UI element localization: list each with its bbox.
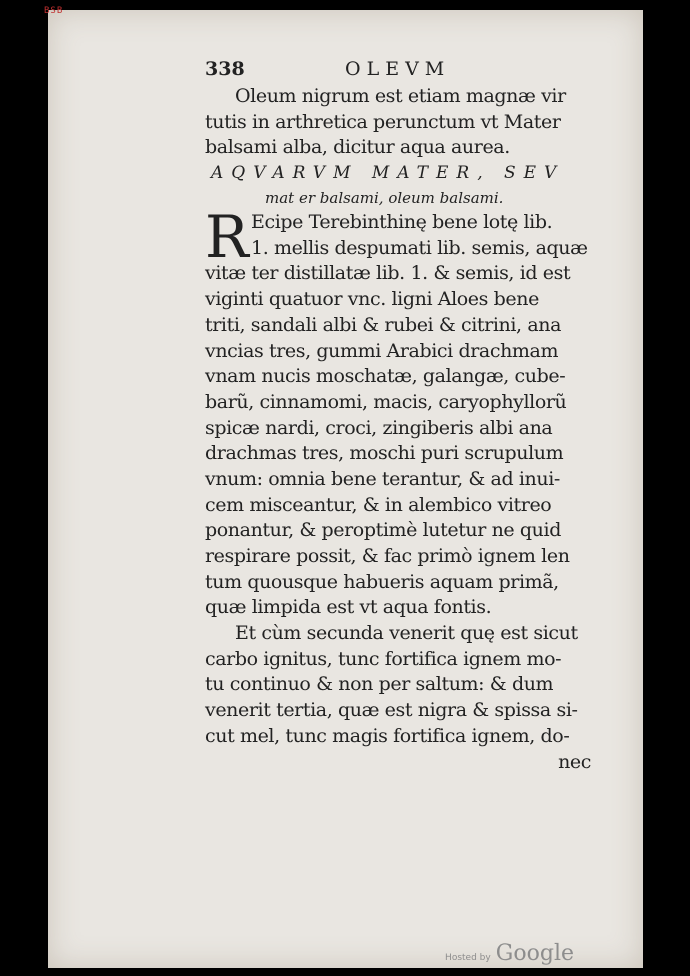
text-line: ponantur, & peroptimè lutetur ne quid — [205, 519, 561, 542]
drop-cap: R — [205, 203, 249, 272]
text-line: cem misceantur, & in alembico vitreo — [205, 493, 552, 516]
text-line: vitæ ter distillatæ lib. 1. & semis, id est — [205, 262, 571, 285]
text-line: balsami alba, dicitur aqua aurea. — [205, 136, 510, 159]
text-line: tum quousque habueris aquam primã, — [205, 570, 559, 593]
page-header — [205, 58, 605, 84]
text-line: vnum: omnia bene terantur, & ad inui- — [205, 467, 560, 490]
text-line: Ecipe Terebinthinę bene lotę lib. — [251, 211, 553, 234]
text-line: venerit tertia, quæ est nigra & spissa si- — [205, 699, 578, 722]
google-watermark — [445, 941, 574, 966]
text-line: quæ limpida est vt aqua fontis. — [205, 596, 492, 619]
text-line: respirare possit, & fac primò ignem len — [205, 545, 570, 567]
text-line: cut mel, tunc magis fortifica ignem, do- — [205, 724, 570, 747]
text-line: spicæ nardi, croci, zingiberis albi ana — [205, 416, 553, 439]
paragraph-secunda — [205, 621, 605, 749]
text-line: barũ, cinnamomi, macis, caryophyllorũ — [205, 390, 567, 413]
google-logo: Google — [495, 941, 574, 966]
text-line: triti, sandali albi & rubei & citrini, ana — [205, 313, 562, 336]
text-line: tutis in arthretica perunctum vt Mater — [205, 110, 561, 133]
section-subtitle: mat er balsami, oleum balsami. — [265, 189, 504, 208]
recipe-paragraph — [205, 203, 605, 621]
text-line: carbo ignitus, tunc fortifica ignem mo- — [205, 647, 562, 670]
catchword: nec — [558, 750, 591, 773]
text-line: Oleum nigrum est etiam magnæ vir — [235, 85, 566, 107]
hosted-by-label: Hosted by — [445, 953, 491, 963]
page-number: 338 — [205, 58, 245, 80]
text-line: vnam nucis moschatæ, galangæ, cube- — [205, 365, 566, 388]
text-line: drachmas tres, moschi puri scrupulum — [205, 442, 564, 465]
running-head: OLEVM — [345, 58, 451, 80]
text-line: vncias tres, gummi Arabici drachmam — [205, 339, 559, 362]
text-line: 1. mellis despumati lib. semis, aquæ — [251, 236, 588, 259]
page-text — [205, 58, 605, 775]
library-stamp-label: BSB — [44, 6, 64, 16]
paragraph-oleum-nigrum — [205, 84, 605, 161]
text-line: viginti quatuor vnc. ligni Aloes bene — [205, 288, 539, 311]
text-line: tu continuo & non per saltum: & dum — [205, 673, 554, 696]
section-title: AQVARVM MATER, SEV — [211, 163, 565, 184]
text-line: Et cùm secunda venerit quę est sicut — [235, 622, 578, 645]
